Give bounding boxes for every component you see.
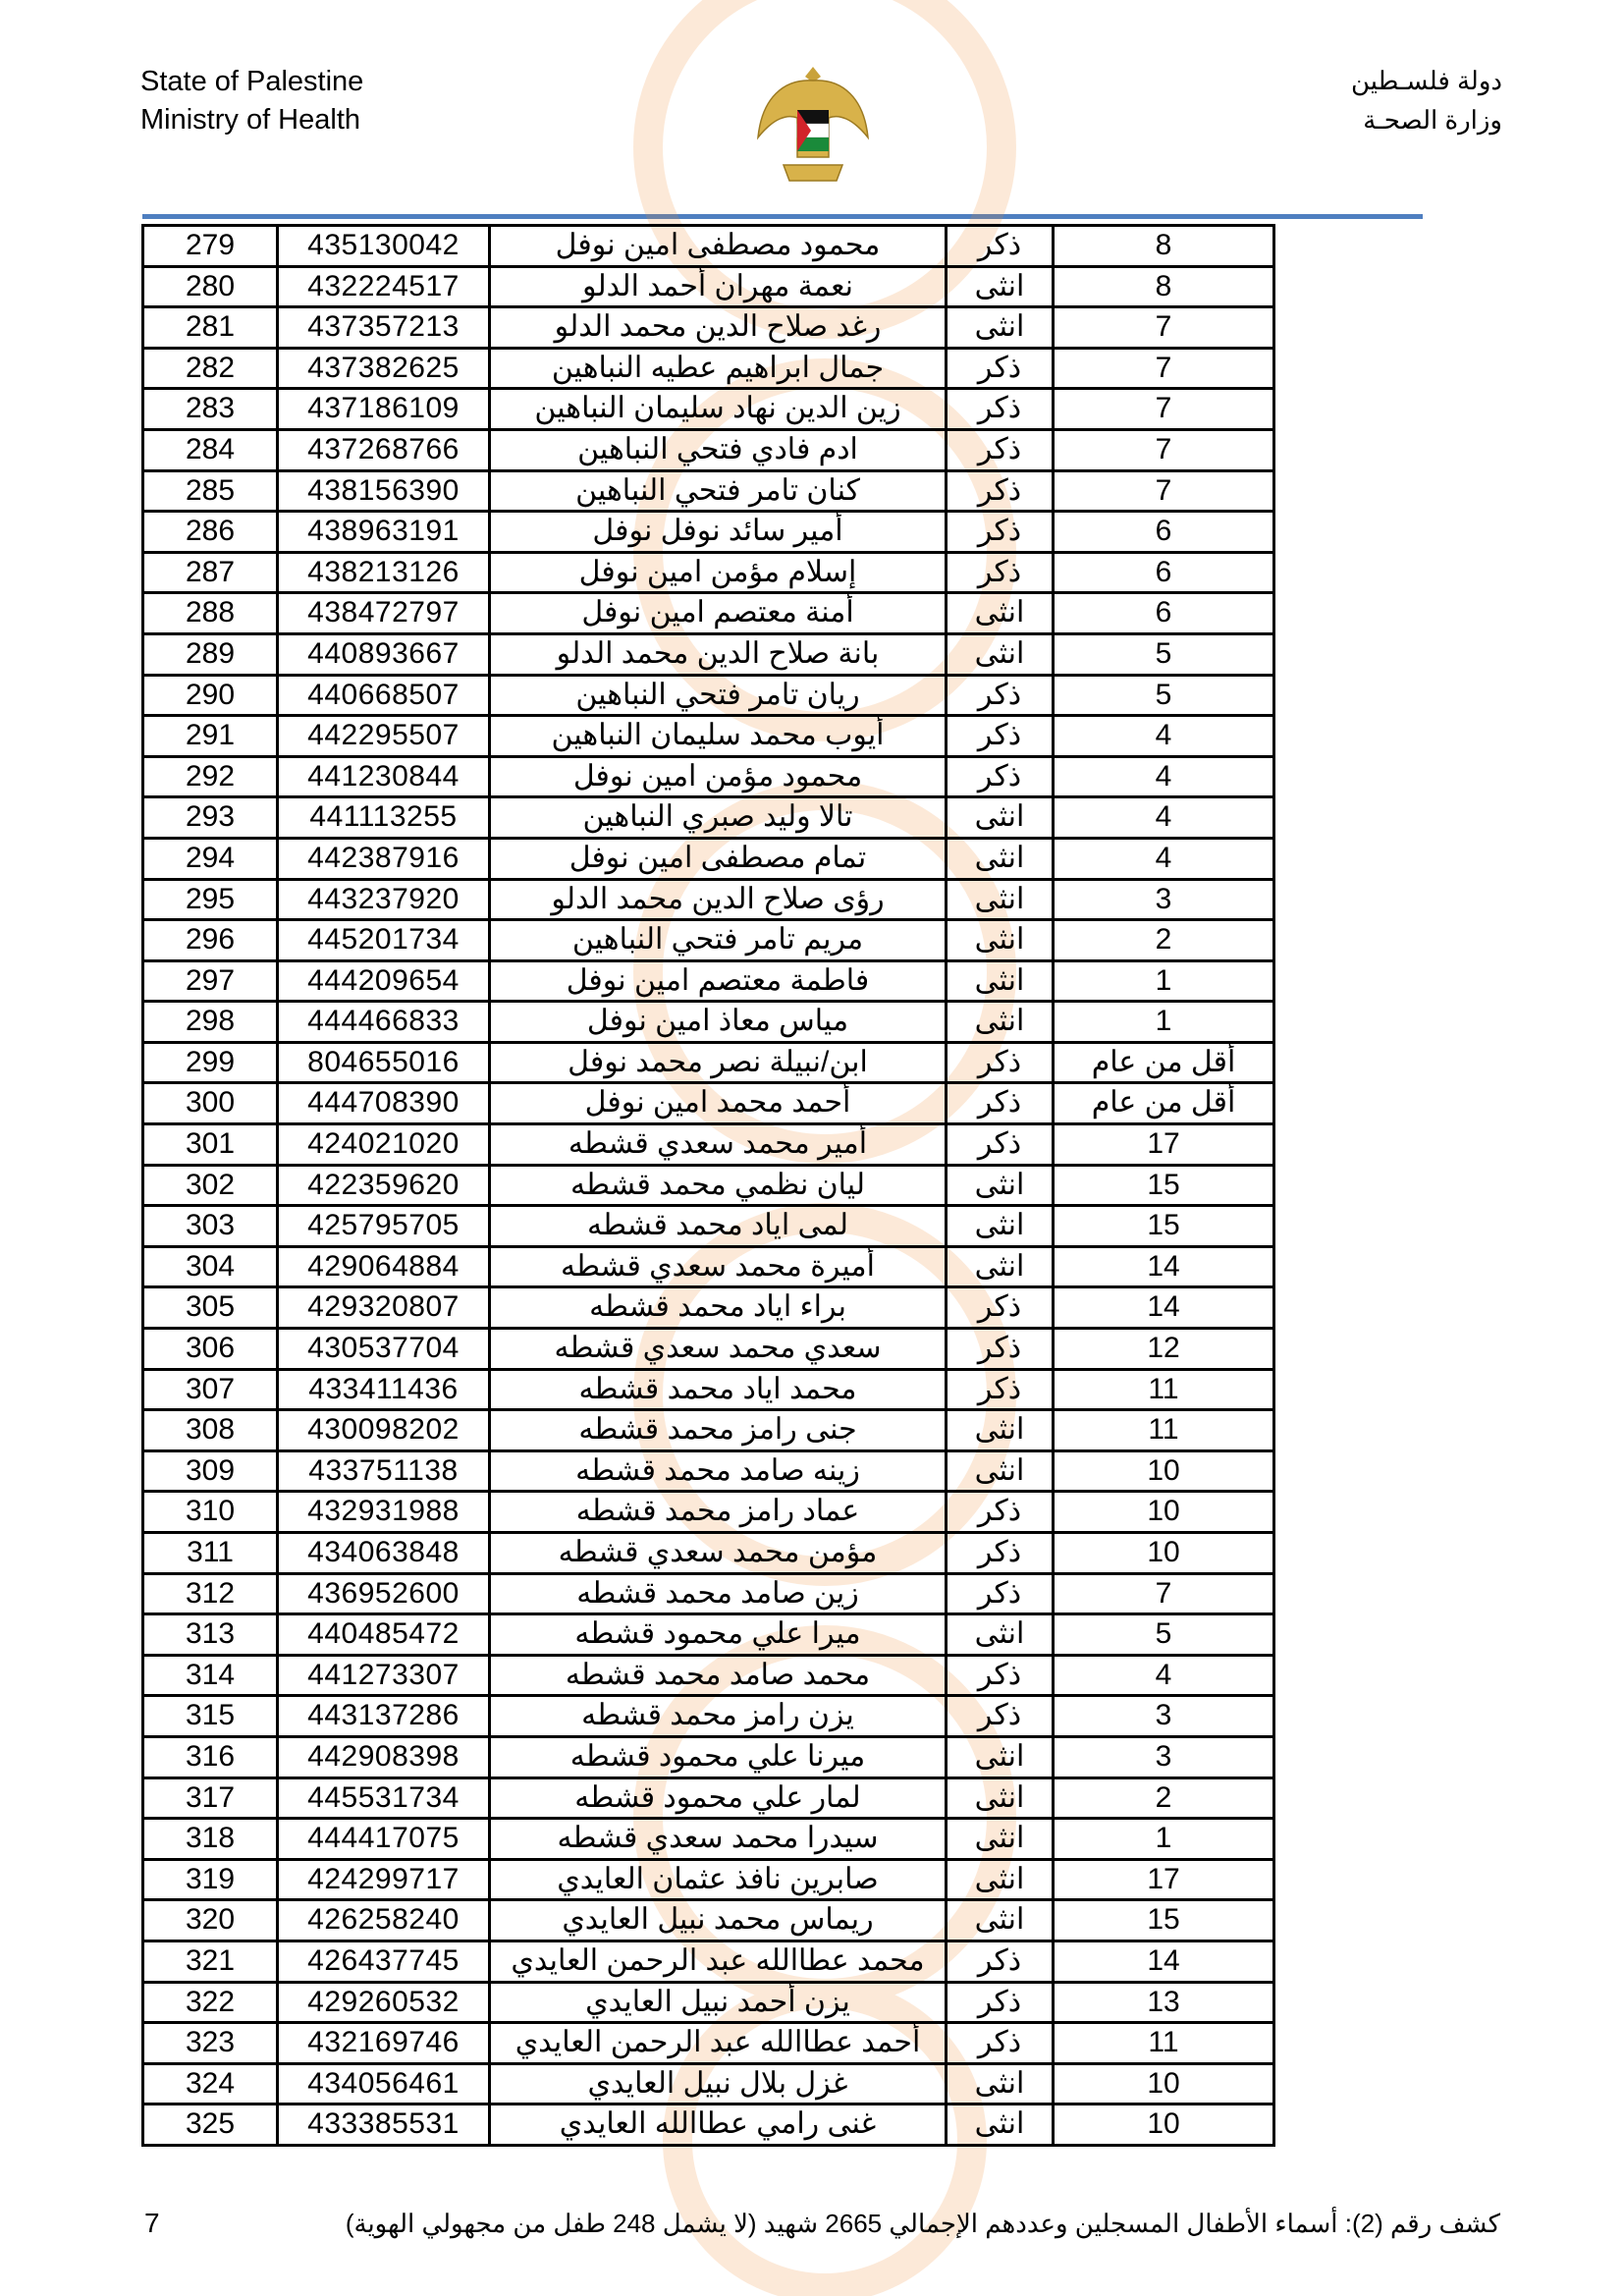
age-cell: 10 [1055, 1534, 1275, 1572]
gender-cell: انثى [947, 308, 1055, 347]
row-number-cell: 324 [144, 2065, 279, 2104]
id-number-cell: 444466833 [279, 1003, 491, 1041]
row-number-cell: 315 [144, 1697, 279, 1735]
row-number-cell: 303 [144, 1207, 279, 1245]
page-number: 7 [144, 2208, 160, 2238]
age-cell: 8 [1055, 227, 1275, 265]
age-cell: 6 [1055, 594, 1275, 632]
gender-cell: انثى [947, 1248, 1055, 1286]
age-cell: 13 [1055, 1984, 1275, 2022]
gender-cell: ذكر [947, 1657, 1055, 1695]
table-row [144, 717, 1275, 758]
id-number-cell: 433385531 [279, 2105, 491, 2144]
child-name-cell: محمود مصطفى امين نوفل [491, 227, 947, 265]
id-number-cell: 440668507 [279, 677, 491, 715]
table-row [144, 2105, 1275, 2147]
id-number-cell: 434056461 [279, 2065, 491, 2104]
row-number-cell: 283 [144, 390, 279, 428]
child-name-cell: أحمد محمد امين نوفل [491, 1084, 947, 1122]
child-name-cell: يزن رامز محمد قشطه [491, 1697, 947, 1735]
children-list-table [141, 224, 1275, 2147]
child-name-cell: بانة صلاح الدين محمد الدلو [491, 635, 947, 674]
row-number-cell: 285 [144, 472, 279, 511]
age-cell: 14 [1055, 1288, 1275, 1327]
age-cell: 11 [1055, 1411, 1275, 1449]
gender-cell: ذكر [947, 1371, 1055, 1409]
child-name-cell: مياس معاذ امين نوفل [491, 1003, 947, 1041]
header-arabic [1351, 61, 1502, 139]
id-number-cell: 444209654 [279, 962, 491, 1001]
child-name-cell: أمنة معتصم امين نوفل [491, 594, 947, 632]
age-cell: 3 [1055, 881, 1275, 919]
age-cell: 4 [1055, 798, 1275, 837]
id-number-cell: 441230844 [279, 758, 491, 796]
child-name-cell: ليان نظمي محمد قشطه [491, 1167, 947, 1205]
row-number-cell: 319 [144, 1861, 279, 1899]
gender-cell: انثى [947, 2065, 1055, 2104]
gender-cell: ذكر [947, 472, 1055, 511]
gender-cell: ذكر [947, 431, 1055, 469]
age-cell: 10 [1055, 2065, 1275, 2104]
id-number-cell: 445201734 [279, 921, 491, 959]
id-number-cell: 430537704 [279, 1330, 491, 1368]
id-number-cell: 437357213 [279, 308, 491, 347]
gender-cell: ذكر [947, 1493, 1055, 1531]
id-number-cell: 430098202 [279, 1411, 491, 1449]
row-number-cell: 293 [144, 798, 279, 837]
table-row [144, 2024, 1275, 2065]
table-row [144, 308, 1275, 350]
table-row [144, 1288, 1275, 1330]
table-row [144, 1371, 1275, 1412]
gender-cell: ذكر [947, 1084, 1055, 1122]
age-cell: 3 [1055, 1697, 1275, 1735]
gender-cell: ذكر [947, 227, 1055, 265]
child-name-cell: مريم تامر فتحي النباهين [491, 921, 947, 959]
child-name-cell: محمد عطاالله عبد الرحمن العايدي [491, 1942, 947, 1981]
child-name-cell: لمى اياد محمد قشطه [491, 1207, 947, 1245]
id-number-cell: 424299717 [279, 1861, 491, 1899]
row-number-cell: 300 [144, 1084, 279, 1122]
row-number-cell: 312 [144, 1575, 279, 1613]
table-row [144, 390, 1275, 431]
table-row [144, 1452, 1275, 1494]
child-name-cell: رغد صلاح الدين محمد الدلو [491, 308, 947, 347]
age-cell: 1 [1055, 962, 1275, 1001]
table-row [144, 594, 1275, 635]
age-cell: 11 [1055, 2024, 1275, 2062]
table-row [144, 1615, 1275, 1657]
age-cell: 6 [1055, 513, 1275, 551]
age-cell: 2 [1055, 921, 1275, 959]
gender-cell: انثى [947, 1779, 1055, 1818]
gender-cell: ذكر [947, 350, 1055, 388]
gender-cell: ذكر [947, 554, 1055, 592]
gender-cell: انثى [947, 1861, 1055, 1899]
table-row [144, 798, 1275, 840]
child-name-cell: أيوب محمد سليمان النباهين [491, 717, 947, 755]
gender-cell: ذكر [947, 1044, 1055, 1082]
child-name-cell: أمير محمد سعدي قشطه [491, 1125, 947, 1164]
table-row [144, 513, 1275, 554]
child-name-cell: أمير سائد نوفل نوفل [491, 513, 947, 551]
row-number-cell: 287 [144, 554, 279, 592]
table-row [144, 1125, 1275, 1167]
table-row [144, 431, 1275, 472]
row-number-cell: 297 [144, 962, 279, 1001]
id-number-cell: 433411436 [279, 1371, 491, 1409]
age-cell: 14 [1055, 1942, 1275, 1981]
child-name-cell: كنان تامر فتحي النباهين [491, 472, 947, 511]
row-number-cell: 308 [144, 1411, 279, 1449]
age-cell: 1 [1055, 1820, 1275, 1858]
table-row [144, 1575, 1275, 1616]
id-number-cell: 435130042 [279, 227, 491, 265]
child-name-cell: غنى رامي عطاالله العايدي [491, 2105, 947, 2144]
child-name-cell: زين صامد محمد قشطه [491, 1575, 947, 1613]
id-number-cell: 429260532 [279, 1984, 491, 2022]
child-name-cell: زينه صامد محمد قشطه [491, 1452, 947, 1491]
age-cell: 4 [1055, 717, 1275, 755]
age-cell: 15 [1055, 1167, 1275, 1205]
table-row [144, 1003, 1275, 1044]
table-row [144, 962, 1275, 1004]
age-cell: 7 [1055, 308, 1275, 347]
child-name-cell: زين الدين نهاد سليمان النباهين [491, 390, 947, 428]
child-name-cell: ميرنا علي محمود قشطه [491, 1738, 947, 1777]
row-number-cell: 311 [144, 1534, 279, 1572]
id-number-cell: 442908398 [279, 1738, 491, 1777]
gender-cell: انثى [947, 594, 1055, 632]
table-row [144, 1657, 1275, 1698]
child-name-cell: إسلام مؤمن امين نوفل [491, 554, 947, 592]
gender-cell: ذكر [947, 1125, 1055, 1164]
age-cell: 17 [1055, 1125, 1275, 1164]
id-number-cell: 444708390 [279, 1084, 491, 1122]
child-name-cell: جنى رامز محمد قشطه [491, 1411, 947, 1449]
row-number-cell: 301 [144, 1125, 279, 1164]
gender-cell: ذكر [947, 717, 1055, 755]
gender-cell: انثى [947, 840, 1055, 878]
row-number-cell: 295 [144, 881, 279, 919]
row-number-cell: 306 [144, 1330, 279, 1368]
country-name-ar: دولة فلسـطين [1350, 66, 1502, 95]
table-row [144, 1738, 1275, 1779]
row-number-cell: 309 [144, 1452, 279, 1491]
row-number-cell: 280 [144, 268, 279, 306]
age-cell: 7 [1055, 350, 1275, 388]
child-name-cell: تالا وليد صبري النباهين [491, 798, 947, 837]
gender-cell: انثى [947, 921, 1055, 959]
gender-cell: ذكر [947, 1288, 1055, 1327]
child-name-cell: محمد صامد محمد قشطه [491, 1657, 947, 1695]
table-row [144, 1984, 1275, 2025]
row-number-cell: 294 [144, 840, 279, 878]
id-number-cell: 441113255 [279, 798, 491, 837]
age-cell: 11 [1055, 1371, 1275, 1409]
ministry-name-en: Ministry of Health [140, 104, 361, 136]
table-row [144, 268, 1275, 309]
row-number-cell: 313 [144, 1615, 279, 1654]
table-row [144, 1044, 1275, 1085]
id-number-cell: 438472797 [279, 594, 491, 632]
gender-cell: ذكر [947, 1575, 1055, 1613]
table-row [144, 1697, 1275, 1738]
gender-cell: انثى [947, 1167, 1055, 1205]
table-row [144, 1207, 1275, 1248]
child-name-cell: ابن/نبيلة نصر محمد نوفل [491, 1044, 947, 1082]
child-name-cell: ريان تامر فتحي النباهين [491, 677, 947, 715]
child-name-cell: عماد رامز محمد قشطه [491, 1493, 947, 1531]
row-number-cell: 289 [144, 635, 279, 674]
table-row [144, 921, 1275, 962]
child-name-cell: ادم فادي فتحي النباهين [491, 431, 947, 469]
table-row [144, 1820, 1275, 1861]
table-row [144, 1534, 1275, 1575]
footer-note: كشف رقم (2): أسماء الأطفال المسجلين وعددهم الإجمالي 2665 شهيد (لا يشمل 248 طفل من مجهولي الهوية) [345, 2209, 1500, 2238]
gender-cell: ذكر [947, 513, 1055, 551]
table-row [144, 472, 1275, 514]
child-name-cell: محمود مؤمن امين نوفل [491, 758, 947, 796]
id-number-cell: 438213126 [279, 554, 491, 592]
table-row [144, 1084, 1275, 1125]
id-number-cell: 443237920 [279, 881, 491, 919]
table-row [144, 1942, 1275, 1984]
id-number-cell: 440893667 [279, 635, 491, 674]
age-cell: أقل من عام [1055, 1084, 1275, 1122]
age-cell: 12 [1055, 1330, 1275, 1368]
row-number-cell: 322 [144, 1984, 279, 2022]
id-number-cell: 444417075 [279, 1820, 491, 1858]
row-number-cell: 305 [144, 1288, 279, 1327]
age-cell: 10 [1055, 1452, 1275, 1491]
age-cell: 8 [1055, 268, 1275, 306]
child-name-cell: سيدرا محمد سعدي قشطه [491, 1820, 947, 1858]
id-number-cell: 443137286 [279, 1697, 491, 1735]
gender-cell: ذكر [947, 1942, 1055, 1981]
gender-cell: انثى [947, 962, 1055, 1001]
row-number-cell: 307 [144, 1371, 279, 1409]
table-row [144, 1861, 1275, 1902]
row-number-cell: 325 [144, 2105, 279, 2144]
table-row [144, 1901, 1275, 1942]
child-name-cell: نعمة مهران أحمد الدلو [491, 268, 947, 306]
age-cell: 4 [1055, 758, 1275, 796]
child-name-cell: أحمد عطاالله عبد الرحمن العايدي [491, 2024, 947, 2062]
row-number-cell: 321 [144, 1942, 279, 1981]
child-name-cell: براء اياد محمد قشطه [491, 1288, 947, 1327]
id-number-cell: 426258240 [279, 1901, 491, 1940]
id-number-cell: 432224517 [279, 268, 491, 306]
child-name-cell: محمد اياد محمد قشطه [491, 1371, 947, 1409]
row-number-cell: 279 [144, 227, 279, 265]
table-row [144, 2065, 1275, 2106]
row-number-cell: 291 [144, 717, 279, 755]
table-row [144, 350, 1275, 391]
table-row [144, 1779, 1275, 1821]
age-cell: 10 [1055, 1493, 1275, 1531]
table-row [144, 635, 1275, 677]
table-row [144, 1411, 1275, 1452]
table-row [144, 1493, 1275, 1534]
row-number-cell: 316 [144, 1738, 279, 1777]
row-number-cell: 296 [144, 921, 279, 959]
age-cell: 15 [1055, 1207, 1275, 1245]
id-number-cell: 438963191 [279, 513, 491, 551]
child-name-cell: مؤمن محمد سعدي قشطه [491, 1534, 947, 1572]
gender-cell: انثى [947, 2105, 1055, 2144]
id-number-cell: 432931988 [279, 1493, 491, 1531]
row-number-cell: 320 [144, 1901, 279, 1940]
age-cell: أقل من عام [1055, 1044, 1275, 1082]
table-row [144, 677, 1275, 718]
gender-cell: انثى [947, 268, 1055, 306]
gender-cell: انثى [947, 1901, 1055, 1940]
row-number-cell: 290 [144, 677, 279, 715]
age-cell: 14 [1055, 1248, 1275, 1286]
age-cell: 7 [1055, 1575, 1275, 1613]
gender-cell: ذكر [947, 758, 1055, 796]
id-number-cell: 426437745 [279, 1942, 491, 1981]
gender-cell: انثى [947, 1820, 1055, 1858]
id-number-cell: 440485472 [279, 1615, 491, 1654]
age-cell: 10 [1055, 2105, 1275, 2144]
gender-cell: ذكر [947, 1697, 1055, 1735]
gender-cell: ذكر [947, 677, 1055, 715]
gender-cell: ذكر [947, 1984, 1055, 2022]
header-divider [142, 214, 1423, 219]
row-number-cell: 281 [144, 308, 279, 347]
row-number-cell: 292 [144, 758, 279, 796]
age-cell: 6 [1055, 554, 1275, 592]
child-name-cell: أميرة محمد سعدي قشطه [491, 1248, 947, 1286]
table-row [144, 227, 1275, 268]
row-number-cell: 282 [144, 350, 279, 388]
table-row [144, 1248, 1275, 1289]
age-cell: 3 [1055, 1738, 1275, 1777]
row-number-cell: 318 [144, 1820, 279, 1858]
gender-cell: انثى [947, 1411, 1055, 1449]
age-cell: 5 [1055, 677, 1275, 715]
gender-cell: انثى [947, 1615, 1055, 1654]
gender-cell: انثى [947, 1738, 1055, 1777]
age-cell: 7 [1055, 390, 1275, 428]
age-cell: 5 [1055, 635, 1275, 674]
id-number-cell: 424021020 [279, 1125, 491, 1164]
child-name-cell: تمام مصطفى امين نوفل [491, 840, 947, 878]
row-number-cell: 288 [144, 594, 279, 632]
age-cell: 2 [1055, 1779, 1275, 1818]
id-number-cell: 429064884 [279, 1248, 491, 1286]
age-cell: 7 [1055, 431, 1275, 469]
child-name-cell: لمار علي محمود قشطه [491, 1779, 947, 1818]
child-name-cell: صابرين نافذ عثمان العايدي [491, 1861, 947, 1899]
gender-cell: ذكر [947, 1534, 1055, 1572]
child-name-cell: غزل بلال نبيل العايدي [491, 2065, 947, 2104]
child-name-cell: رؤى صلاح الدين محمد الدلو [491, 881, 947, 919]
row-number-cell: 302 [144, 1167, 279, 1205]
row-number-cell: 317 [144, 1779, 279, 1818]
table-row [144, 881, 1275, 922]
age-cell: 7 [1055, 472, 1275, 511]
row-number-cell: 310 [144, 1493, 279, 1531]
child-name-cell: فاطمة معتصم امين نوفل [491, 962, 947, 1001]
id-number-cell: 437268766 [279, 431, 491, 469]
id-number-cell: 445531734 [279, 1779, 491, 1818]
child-name-cell: ريماس محمد نبيل العايدي [491, 1901, 947, 1940]
age-cell: 4 [1055, 1657, 1275, 1695]
child-name-cell: جمال ابراهيم عطيه النباهين [491, 350, 947, 388]
header-english [140, 63, 363, 139]
child-name-cell: يزن أحمد نبيل العايدي [491, 1984, 947, 2022]
gender-cell: انثى [947, 1452, 1055, 1491]
age-cell: 5 [1055, 1615, 1275, 1654]
table-row [144, 1167, 1275, 1208]
gender-cell: انثى [947, 1003, 1055, 1041]
id-number-cell: 429320807 [279, 1288, 491, 1327]
id-number-cell: 422359620 [279, 1167, 491, 1205]
gender-cell: انثى [947, 1207, 1055, 1245]
palestine-eagle-emblem-icon [754, 59, 872, 191]
child-name-cell: ميرا علي محمود قشطه [491, 1615, 947, 1654]
table-row [144, 840, 1275, 881]
gender-cell: ذكر [947, 2024, 1055, 2062]
id-number-cell: 441273307 [279, 1657, 491, 1695]
row-number-cell: 298 [144, 1003, 279, 1041]
id-number-cell: 442295507 [279, 717, 491, 755]
id-number-cell: 436952600 [279, 1575, 491, 1613]
id-number-cell: 437186109 [279, 390, 491, 428]
id-number-cell: 437382625 [279, 350, 491, 388]
country-name-en: State of Palestine [140, 66, 364, 97]
id-number-cell: 433751138 [279, 1452, 491, 1491]
age-cell: 17 [1055, 1861, 1275, 1899]
id-number-cell: 434063848 [279, 1534, 491, 1572]
id-number-cell: 425795705 [279, 1207, 491, 1245]
id-number-cell: 442387916 [279, 840, 491, 878]
gender-cell: ذكر [947, 1330, 1055, 1368]
row-number-cell: 286 [144, 513, 279, 551]
row-number-cell: 323 [144, 2024, 279, 2062]
row-number-cell: 314 [144, 1657, 279, 1695]
ministry-name-ar: وزارة الصحـة [1363, 105, 1502, 135]
id-number-cell: 432169746 [279, 2024, 491, 2062]
age-cell: 15 [1055, 1901, 1275, 1940]
gender-cell: ذكر [947, 390, 1055, 428]
gender-cell: انثى [947, 798, 1055, 837]
table-row [144, 758, 1275, 799]
child-name-cell: سعدي محمد سعدي قشطه [491, 1330, 947, 1368]
id-number-cell: 438156390 [279, 472, 491, 511]
gender-cell: انثى [947, 881, 1055, 919]
row-number-cell: 299 [144, 1044, 279, 1082]
row-number-cell: 304 [144, 1248, 279, 1286]
table-row [144, 1330, 1275, 1371]
age-cell: 4 [1055, 840, 1275, 878]
row-number-cell: 284 [144, 431, 279, 469]
age-cell: 1 [1055, 1003, 1275, 1041]
table-row [144, 554, 1275, 595]
gender-cell: انثى [947, 635, 1055, 674]
id-number-cell: 804655016 [279, 1044, 491, 1082]
